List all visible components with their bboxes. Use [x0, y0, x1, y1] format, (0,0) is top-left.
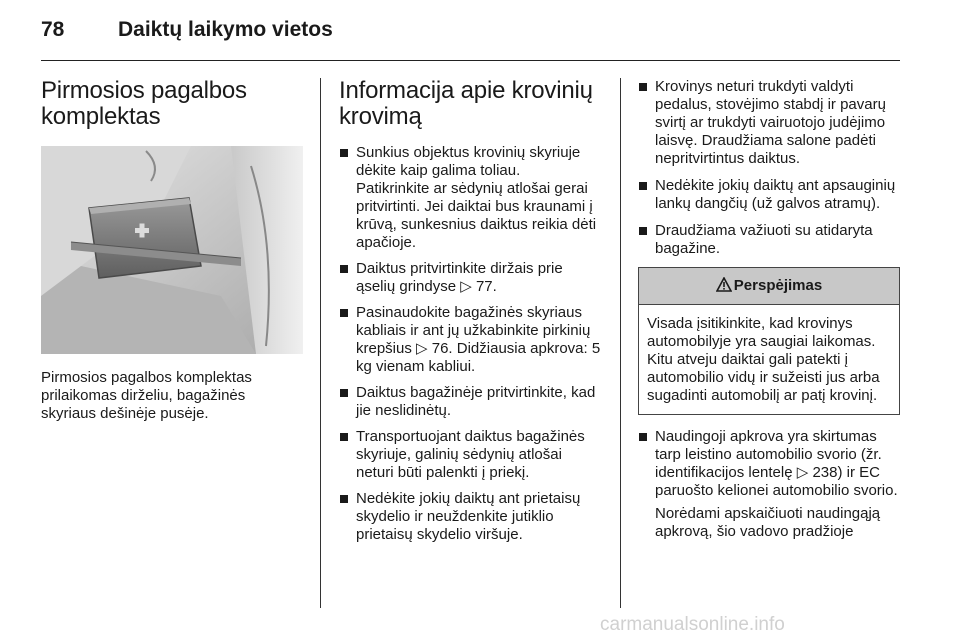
- loading-rules-list: [638, 78, 900, 258]
- list-item: Nedėkite jokių daiktų ant prietaisų skydelio ir neuždenkite jutiklio prietaisų skydelio viršuje.: [339, 490, 603, 544]
- chapter-title: Daiktų laikymo vietos: [118, 18, 333, 41]
- list-item: Sunkius objektus krovinių skyriuje dėkite kaip galima toliau. Patikrinkite ar sėdynių atlošai gerai pritvirtinti. Jei daiktai bus kraunami į krūvą, sunkesnius daiktus reikia dėti apačioje.: [339, 144, 603, 252]
- page-reference-icon: ▷: [796, 464, 809, 481]
- section-heading-loading: Informacija apie krovinių krovimą: [339, 77, 593, 130]
- warning-triangle-icon: [716, 270, 732, 306]
- list-item: Transportuojant daiktus bagažinės skyriuje, galinių sėdynių atlošai neturi būti palenkti į priekį.: [339, 428, 603, 482]
- column-divider: [320, 78, 321, 608]
- page-header: [0, 0, 960, 62]
- column-divider: [620, 78, 621, 608]
- header-rule: [41, 60, 900, 61]
- page-reference-link[interactable]: 238) ir EC paruošto kelionei automobilio svorio.: [655, 464, 898, 499]
- list-item: Daiktus pritvirtinkite diržais prie ąselių grindyse ▷ 77.: [339, 260, 603, 296]
- continuation-paragraph: Norėdami apskaičiuoti naudingąją apkrovą, šio vadovo pradžioje: [655, 505, 881, 540]
- column-loading-info: [339, 78, 603, 552]
- page-number: 78: [41, 18, 65, 41]
- photo-caption: Pirmosios pagalbos komplektas prilaikomas dirželiu, bagažinės skyriaus dešinėje pusėje.: [41, 369, 252, 422]
- warning-box: [638, 267, 900, 415]
- loading-instructions-list: [339, 144, 603, 544]
- list-item: Draudžiama važiuoti su atidaryta bagažine.: [638, 222, 900, 258]
- warning-title: Perspėjimas: [733, 277, 823, 294]
- column-continued: [638, 78, 900, 550]
- list-item: Daiktus bagažinėje pritvirtinkite, kad jie neslidinėtų.: [339, 384, 603, 420]
- payload-list: [638, 428, 900, 541]
- page-reference-link[interactable]: 77.: [475, 278, 497, 295]
- first-aid-kit-photo: [41, 146, 303, 354]
- warning-header: [639, 268, 899, 305]
- list-item: Nedėkite jokių daiktų ant apsauginių lankų dangčių (už galvos atramų).: [638, 177, 900, 213]
- list-item: Pasinaudokite bagažinės skyriaus kabliais ir ant jų užkabinkite pirkinių krepšius ▷ 76. Didžiausia apkrova: 5 kg vienam kabliui.: [339, 304, 603, 376]
- list-item: Krovinys neturi trukdyti valdyti pedalus, stovėjimo stabdį ir pavarų svirtį ar trukdyti vairuotojo judėjimo laisvę. Draudžiama salone padėti nepritvirtintus daiktus.: [638, 78, 900, 168]
- list-item: Naudingoji apkrova yra skirtumas tarp leistino automobilio svorio (žr. identifikacijos lentelę ▷ 238) ir EC paruošto kelionei automobilio svorio. Norėdami apskaičiuoti naudingąją apkrovą, šio vadovo pradžioje: [638, 428, 900, 541]
- page-reference-icon: ▷: [416, 340, 428, 357]
- section-heading-first-aid: Pirmosios pagalbos komplektas: [41, 77, 247, 130]
- column-first-aid: [41, 78, 303, 423]
- watermark: carmanualsonline.info: [600, 614, 785, 635]
- warning-text: Visada įsitikinkite, kad krovinys automobilyje yra saugiai laikomas. Kitu atveju daiktai gali patekti į automobilio vidų ir sužeisti jus arba sugadinti automobilį ar patį krovinį.: [647, 315, 880, 404]
- page-reference-link[interactable]: 76. Didžiausia apkrova: 5 kg vienam kabliui.: [356, 340, 601, 375]
- trunk-illustration: [41, 146, 303, 354]
- page-reference-icon: ▷: [460, 278, 472, 295]
